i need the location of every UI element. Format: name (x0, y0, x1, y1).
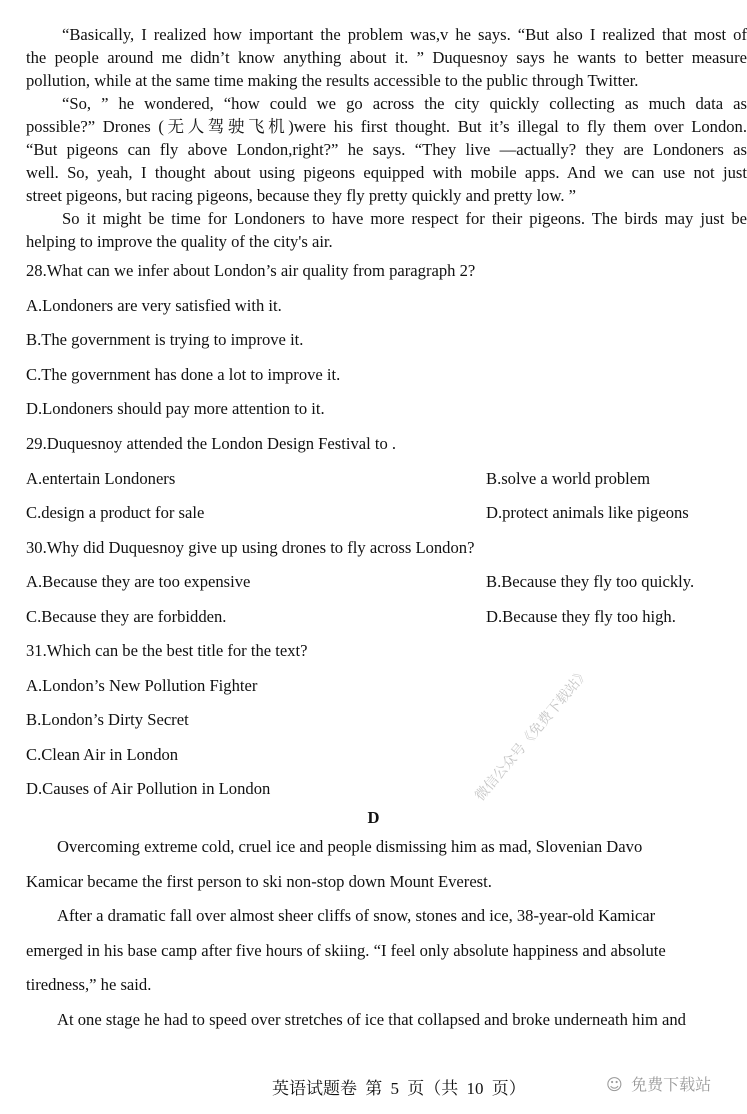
option: C.design a product for sale (26, 503, 205, 522)
option: D.Causes of Air Pollution in London (26, 779, 271, 798)
watermark-footer (606, 1072, 711, 1095)
passage-line: pollution, while at the same time making the results accessible to the public through Twitter. (26, 71, 639, 90)
watermark-footer-text: 免费下载站 (631, 1075, 712, 1094)
passage-line: street pigeons, but racing pigeons, because they fly pretty quickly and pretty low. ” (26, 186, 577, 205)
passage-line: After a dramatic fall over almost sheer cliffs of snow, stones and ice, 38-year-old Kamicar (57, 906, 656, 925)
passage-line: Overcoming extreme cold, cruel ice and people dismissing him as mad, Slovenian Davo (57, 837, 643, 856)
option: B.The government is trying to improve it. (26, 330, 304, 349)
section-heading: D (367, 808, 380, 827)
question-stem: 30.Why did Duquesnoy give up using drones to fly across London? (26, 538, 475, 557)
question-stem: 31.Which can be the best title for the text? (26, 641, 308, 660)
passage-line: At one stage he had to speed over stretches of ice that collapsed and broke underneath him and (57, 1010, 686, 1029)
option: D.Because they fly too high. (486, 607, 676, 626)
option: A.entertain Londoners (26, 469, 176, 488)
wechat-icon: ☺ (606, 1075, 623, 1094)
option: A.London’s New Pollution Fighter (26, 676, 258, 695)
passage-line: the people around me didn’t know anything about it. ” Duquesnoy says he wants to better measure (26, 48, 747, 67)
option: C.Clean Air in London (26, 745, 179, 764)
passage-line: tiredness,” he said. (26, 975, 152, 994)
option: B.solve a world problem (486, 469, 651, 488)
passage-line: helping to improve the quality of the city's air. (26, 232, 333, 251)
passage-line: “Basically, I realized how important the problem was,v he says. “But also I realized that most of (62, 25, 747, 44)
option: C.The government has done a lot to improve it. (26, 365, 341, 384)
option: C.Because they are forbidden. (26, 607, 227, 626)
page-footer: 英语试题卷 第 5 页（共 10 页） (272, 1079, 526, 1098)
passage-line: So it might be time for Londoners to have more respect for their pigeons. The birds may just be (62, 209, 747, 228)
passage-line: “But pigeons can fly above London,right?” he says. “They live —actually? they are Londoners as (26, 140, 747, 159)
passage-line: “So, ” he wondered, “how could we go across the city quickly collecting as much data as (62, 94, 747, 113)
option: D.Londoners should pay more attention to it. (26, 399, 325, 418)
passage-line: emerged in his base camp after five hours of skiing. “I feel only absolute happiness and absolute (26, 941, 666, 960)
option: B.London’s Dirty Secret (26, 710, 189, 729)
option: B.Because they fly too quickly. (486, 572, 695, 591)
passage-line: well. So, yeah, I thought about using pigeons equipped with mobile apps. And we can use not just (26, 163, 747, 182)
question-stem: 28.What can we infer about London’s air quality from paragraph 2? (26, 261, 476, 280)
watermark-diagonal: 微信公众号《免费下载站》 (472, 665, 593, 805)
passage-line: Kamicar became the first person to ski non-stop down Mount Everest. (26, 872, 492, 891)
option: D.protect animals like pigeons (486, 503, 689, 522)
option: A.Londoners are very satisfied with it. (26, 296, 282, 315)
passage-line: possible?” Drones (无人驾驶飞机)were his first thought. But it’s illegal to fly them over London. (26, 117, 747, 136)
option: A.Because they are too expensive (26, 572, 251, 591)
question-stem: 29.Duquesnoy attended the London Design Festival to . (26, 434, 397, 453)
